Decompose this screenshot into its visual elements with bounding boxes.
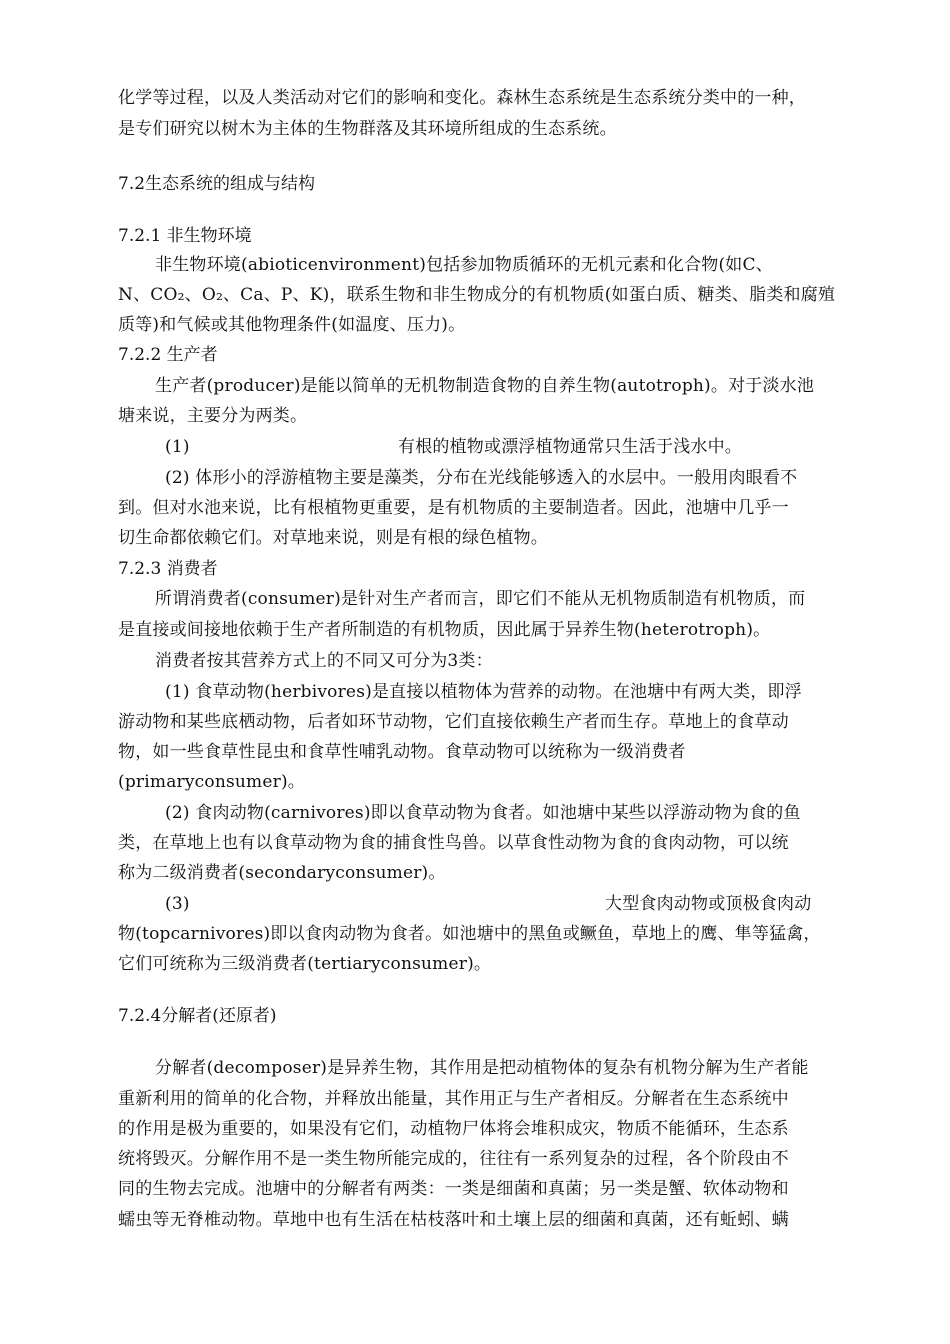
text-line: 重新利用的简单的化合物，并释放出能量，其作用正与生产者相反。分解者在生态系统中 (118, 1089, 789, 1109)
text-line: (primaryconsumer)。 (118, 772, 305, 792)
text-line: 统将毁灭。分解作用不是一类生物所能完成的，往往有一系列复杂的过程，各个阶段由不 (118, 1149, 789, 1169)
text-line: 称为二级消费者(secondaryconsumer)。 (118, 863, 446, 883)
text-line: 分解者(decomposer)是异养生物，其作用是把动植物体的复杂有机物分解为生产者能 (155, 1058, 809, 1078)
subsection-heading: 7.2.2 生产者 (118, 345, 218, 365)
text-line: (2) 体形小的浮游植物主要是藻类，分布在光线能够透入的水层中。一般用肉眼看不 (165, 468, 798, 488)
text-line: 到。但对水池来说，比有根植物更重要，是有机物质的主要制造者。因此，池塘中几乎一 (118, 498, 789, 518)
text-line: 有根的植物或漂浮植物通常只生活于浅水中。 (398, 437, 742, 457)
text-line: 塘来说，主要分为两类。 (118, 406, 308, 426)
subsection-heading: 7.2.3 消费者 (118, 559, 218, 579)
text-line: 质等)和气候或其他物理条件(如温度、压力)。 (118, 315, 466, 335)
text-line: 同的生物去完成。池塘中的分解者有两类：一类是细菌和真菌；另一类是蟹、软体动物和 (118, 1179, 789, 1199)
text-line: 是直接或间接地依赖于生产者所制造的有机物质，因此属于异养生物(heterotroph)。 (118, 620, 771, 640)
text-line: 切生命都依赖它们。对草地来说，则是有根的绿色植物。 (118, 528, 548, 548)
list-marker: (1) (165, 437, 190, 457)
text-line: 物(topcarnivores)即以食肉动物为食者。如池塘中的黑鱼或鳜鱼，草地上的鹰、隼等猛禽， (118, 924, 821, 944)
text-line: 化学等过程，以及人类活动对它们的影响和变化。森林生态系统是生态系统分类中的一种， (118, 88, 806, 108)
list-marker: (3) (165, 894, 190, 914)
text-line: 生产者(producer)是能以简单的无机物制造食物的自养生物(autotroph)。对于淡水池 (155, 376, 815, 396)
text-line: 所谓消费者(consumer)是针对生产者而言，即它们不能从无机物质制造有机物质，而 (155, 589, 806, 609)
section-heading: 7.2生态系统的组成与结构 (118, 174, 316, 194)
text-line: 游动物和某些底栖动物，后者如环节动物，它们直接依赖生产者而生存。草地上的食草动 (118, 712, 789, 732)
text-line: 的作用是极为重要的，如果没有它们，动植物尸体将会堆积成灾，物质不能循环，生态系 (118, 1119, 789, 1139)
text-line: 非生物环境(abioticenvironment)包括参加物质循环的无机元素和化合物(如C、 (155, 255, 773, 275)
subsection-heading: 7.2.1 非生物环境 (118, 226, 252, 246)
text-line: 蠕虫等无脊椎动物。草地中也有生活在枯枝落叶和土壤上层的细菌和真菌，还有蚯蚓、螨 (118, 1210, 789, 1230)
text-line: (1) 食草动物(herbivores)是直接以植物体为营养的动物。在池塘中有两大类，即浮 (165, 682, 802, 702)
text-line: 类，在草地上也有以食草动物为食的捕食性鸟兽。以草食性动物为食的食肉动物，可以统 (118, 833, 789, 853)
text-line: 它们可统称为三级消费者(tertiaryconsumer)。 (118, 954, 492, 974)
text-line: N、CO₂、O₂、Ca、P、K)，联系生物和非生物成分的有机物质(如蛋白质、糖类、脂类和腐殖 (118, 285, 836, 305)
text-line: 大型食肉动物或顶极食肉动 (605, 894, 812, 914)
subsection-heading: 7.2.4分解者(还原者) (118, 1006, 277, 1026)
text-line: 是专们研究以树木为主体的生物群落及其环境所组成的生态系统。 (118, 119, 617, 139)
text-line: 物，如一些食草性昆虫和食草性哺乳动物。食草动物可以统称为一级消费者 (118, 742, 686, 762)
text-line: 消费者按其营养方式上的不同又可分为3类： (155, 651, 493, 671)
text-line: (2) 食肉动物(carnivores)即以食草动物为食者。如池塘中某些以浮游动物为食的鱼 (165, 803, 801, 823)
